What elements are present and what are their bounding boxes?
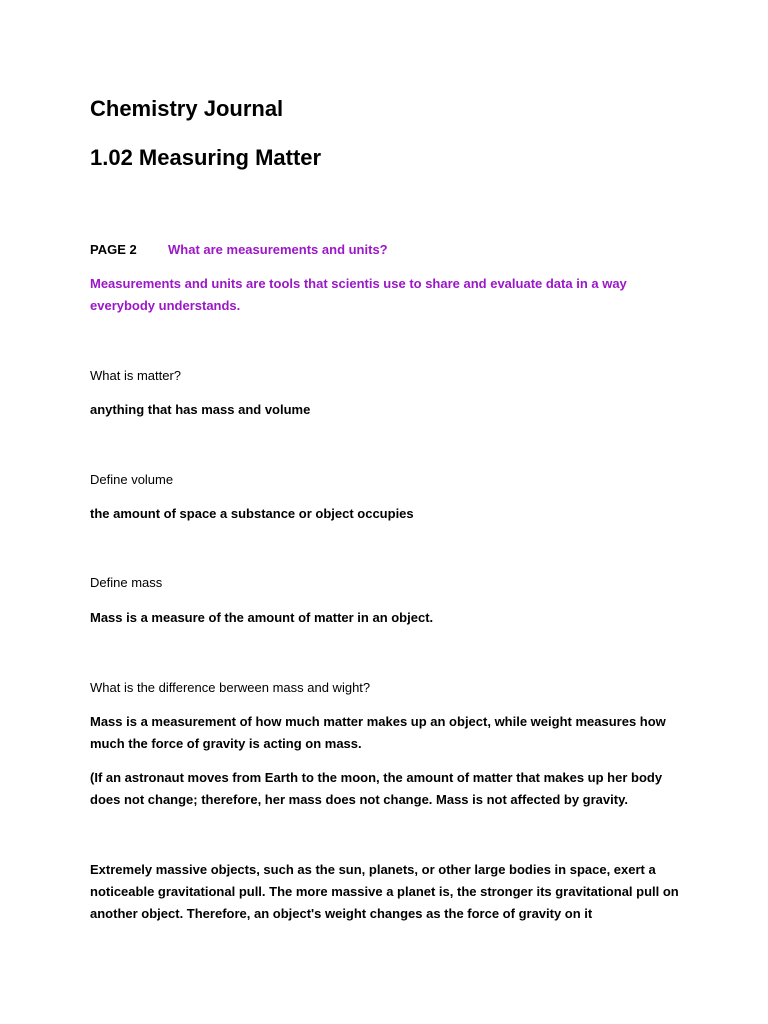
page-label: PAGE 2 bbox=[90, 242, 137, 257]
answer-astronaut-example: (If an astronaut moves from Earth to the moon, the amount of matter that makes up her body does not change; therefore, her mass does not change. Mass is not affected by gravity. bbox=[90, 770, 663, 807]
answer-volume: the amount of space a substance or object occupies bbox=[90, 506, 414, 521]
intro-question: What are measurements and units? bbox=[168, 242, 388, 257]
answer-mass-vs-weight: Mass is a measurement of how much matter makes up an object, while weight measures how much the force of gravity is acting on mass. bbox=[90, 714, 666, 751]
document-title: Chemistry Journal bbox=[90, 96, 284, 121]
question-mass: Define mass bbox=[90, 575, 163, 590]
page-header-row bbox=[90, 242, 388, 258]
question-matter: What is matter? bbox=[90, 368, 182, 383]
question-volume: Define volume bbox=[90, 472, 174, 487]
answer-mass: Mass is a measure of the amount of matter in an object. bbox=[90, 610, 434, 625]
answer-gravitational-pull: Extremely massive objects, such as the sun, planets, or other large bodies in space, exert a noticeable gravitational pull. The more massive a planet is, the stronger its gravitational pull on another object. Therefore, an object's weight changes as the force of gravity on it bbox=[90, 862, 679, 921]
question-mass-vs-weight: What is the difference berween mass and wight? bbox=[90, 680, 371, 695]
document-subtitle: 1.02 Measuring Matter bbox=[90, 145, 322, 170]
intro-answer: Measurements and units are tools that scientis use to share and evaluate data in a way everybody understands. bbox=[90, 276, 627, 313]
answer-matter: anything that has mass and volume bbox=[90, 402, 311, 417]
